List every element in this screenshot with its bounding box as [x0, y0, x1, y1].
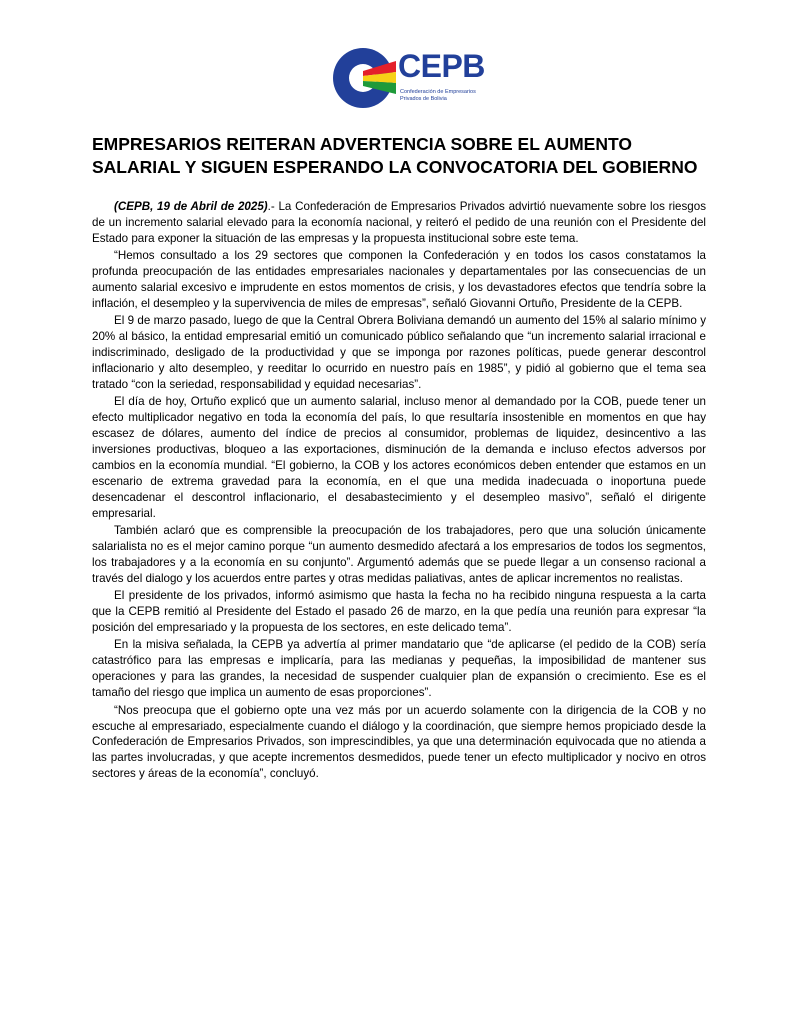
paragraph	[92, 199, 706, 247]
paragraph-text: .- La Confederación de Empresarios Privados advirtió nuevamente sobre los riesgos de un incremento salarial elevado para la economía nacional, y reiteró el pedido de una reunión con el Presidente del Estado para exponer la situación de las empresas y la propuesta institucional sobre este tema.	[92, 200, 706, 245]
paragraph: “Nos preocupa que el gobierno opte una vez más por un acuerdo solamente con la dirigencia de la COB y no escuche al empresariado, especialmente cuando el diálogo y la coordinación, que siempre hemos propiciado desde la Confederación de Empresarios Privados, son imprescindibles, ya que una determinación equivocada que no atienda a las partes involucradas, y que acepte incrementos desmedidos, puede tener un efecto multiplicador y nocivo en otros sectores y áreas de la economía”, concluyó.	[92, 703, 706, 781]
paragraph: En la misiva señalada, la CEPB ya advertía al primer mandatario que “de aplicarse (el pedido de la COB) sería catastrófico para las empresas e implicaría, para las medianas y pequeñas, la imposibilidad de mantener sus operaciones y para las grandes, la necesidad de suspender cualquier plan de expansión o crecimiento. Ese es el tamaño del riesgo que implica un aumento de esas proporciones”.	[92, 638, 706, 700]
cepb-logo	[330, 45, 485, 111]
paragraph: “Hemos consultado a los 29 sectores que componen la Confederación y en todos los casos constatamos la profunda preocupación de las entidades empresariales nacionales y departamentales por las consecuencias de un aumento salarial excesivo e imprudente en estos momentos de crisis, y los devastadores efectos que tendría sobre la inflación, el desempleo y la supervivencia de miles de empresas”, señaló Giovanni Ortuño, Presidente de la CEPB.	[92, 249, 706, 310]
paragraph: El 9 de marzo pasado, luego de que la Central Obrera Boliviana demandó un aumento del 15% al salario mínimo y 20% al básico, la entidad empresarial emitió un comunicado público señalando que “un incremento salarial irracional e indiscriminado, desligado de la productividad y que se imponga por razones políticas, puede generar descontrol inflacionario y alto desempleo, y reeditar lo ocurrido en nuestro país en 1985”, y pidió al gobierno que el tema sea tratado “con la seriedad, responsabilidad y equidad necesarias”.	[92, 314, 706, 391]
paragraph: También aclaró que es comprensible la preocupación de los trabajadores, pero que una solución únicamente salarialista no es el mejor camino porque “un aumento desmedido afectará a los empresarios de todos los segmentos, los trabajadores y a la economía en su conjunto”. Argumentó además que se puede llegar a un consenso racional a través del dialogo y los acuerdos entre partes y otras medidas paliativas, antes de aplicar incrementos no realistas.	[92, 524, 706, 585]
cepb-logo-mark	[330, 45, 396, 111]
logo-subtitle: Confederación de Empresarios Privados de Bolivia	[400, 89, 476, 102]
paragraph: El presidente de los privados, informó asimismo que hasta la fecha no ha recibido ninguna respuesta a la carta que la CEPB remitió al Presidente del Estado el pasado 26 de marzo, en la que pedía una reunión para expresar “la posición del empresariado y la propuesta de los sectores, en este delicado tema”.	[92, 589, 706, 635]
dateline: (CEPB, 19 de Abril de 2025)	[114, 200, 268, 213]
press-release-body	[92, 199, 706, 784]
paragraph: El día de hoy, Ortuño explicó que un aumento salarial, incluso menor al demandado por la COB, puede tener un efecto multiplicador negativo en toda la economía del país, lo que resultaría insostenible en momentos en que hay escasez de dólares, aumento del índice de precios al consumidor, problemas de liquidez, desincentivo a las inversiones productivas, bloqueo a las exportaciones, disminución de la demanda e incluso efectos adversos por cambios en la economía mundial. “El gobierno, la COB y los actores económicos deben entender que estamos en un escenario de extrema gravedad para la economía, en el que una medida inadecuada o inoportuna puede desencadenar el descontrol inflacionario, el desabastecimiento y el desempleo masivo”, señaló el dirigente empresarial.	[92, 395, 706, 520]
press-release-title: EMPRESARIOS REITERAN ADVERTENCIA SOBRE EL AUMENTO SALARIAL Y SIGUEN ESPERANDO LA CONVOCATORIA DEL GOBIERNO	[92, 134, 698, 177]
logo-wordmark: CEPB	[398, 48, 485, 84]
